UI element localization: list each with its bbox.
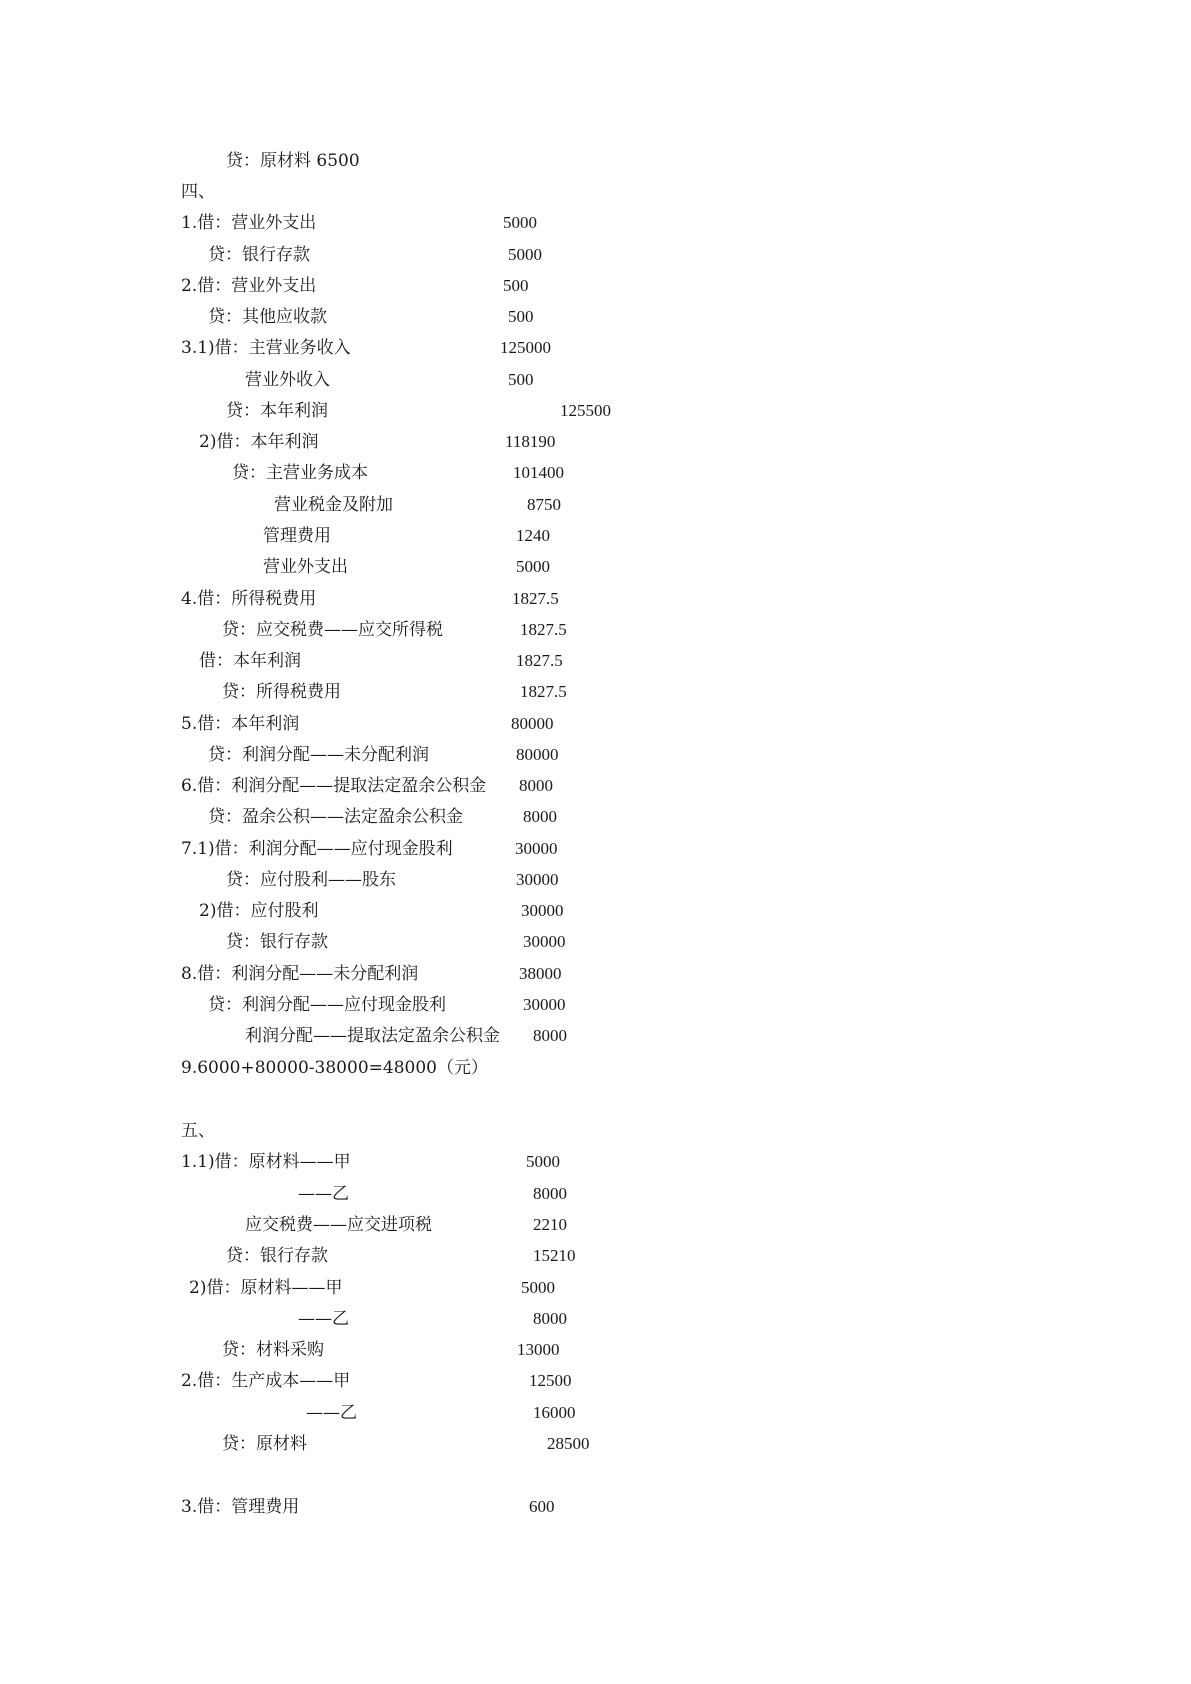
entry-label: 2.借：营业外支出 — [181, 276, 317, 296]
entry-amount: 8000 — [533, 1309, 567, 1328]
entry-label: ——乙 — [306, 1403, 357, 1423]
entry-amount: 80000 — [511, 714, 554, 733]
entry-label: 贷：原材料 — [222, 1434, 307, 1454]
entry-amount: 30000 — [523, 932, 566, 951]
entry-amount: 101400 — [513, 463, 564, 482]
entry-amount: 2210 — [533, 1215, 567, 1234]
entry-amount: 125000 — [500, 338, 551, 357]
entry-label: 营业外支出 — [263, 557, 348, 577]
entry-label: 2)借：本年利润 — [199, 432, 319, 452]
entry-amount: 5000 — [508, 245, 542, 264]
entry-label: 营业外收入 — [245, 370, 330, 390]
entry-label: 5.借：本年利润 — [181, 714, 300, 734]
entry-amount: 8750 — [527, 495, 561, 514]
entry-label: 4.借：所得税费用 — [181, 589, 317, 609]
entry-amount: 5000 — [521, 1278, 555, 1297]
entry-amount: 13000 — [517, 1340, 560, 1359]
entry-label: 1.借：营业外支出 — [181, 213, 317, 233]
entry-label: 贷：其他应收款 — [208, 307, 327, 327]
entry-amount: 80000 — [516, 745, 559, 764]
entry-amount: 8000 — [533, 1026, 567, 1045]
entry-amount: 1827.5 — [512, 589, 559, 608]
entry-amount: 38000 — [519, 964, 562, 983]
entry-amount: 5000 — [503, 213, 537, 232]
entry-amount: 5000 — [516, 557, 550, 576]
section-heading: 四、 — [181, 182, 215, 202]
entry-amount: 1240 — [516, 526, 550, 545]
entry-label: 贷：应付股利——股东 — [226, 870, 396, 890]
entry-amount: 30000 — [515, 839, 558, 858]
entry-label: 贷：银行存款 — [226, 1246, 328, 1266]
entry-amount: 600 — [529, 1497, 555, 1516]
entry-amount: 30000 — [523, 995, 566, 1014]
entry-amount: 16000 — [533, 1403, 576, 1422]
entry-amount: 8000 — [523, 807, 557, 826]
entry-amount: 500 — [508, 307, 534, 326]
entry-amount: 118190 — [505, 432, 556, 451]
entry-label: 6.借：利润分配——提取法定盈余公积金 — [181, 776, 487, 796]
entry-label: 贷：银行存款 — [226, 932, 328, 952]
entry-label: 贷：所得税费用 — [222, 682, 341, 702]
entry-amount: 30000 — [516, 870, 559, 889]
entry-amount: 15210 — [533, 1246, 576, 1265]
entry-amount: 1827.5 — [520, 620, 567, 639]
entry-label: 贷：利润分配——应付现金股利 — [208, 995, 446, 1015]
entry-label: 1.1)借：原材料——甲 — [181, 1152, 351, 1172]
entry-amount: 1827.5 — [520, 682, 567, 701]
entry-amount: 12500 — [529, 1371, 572, 1390]
entry-amount: 8000 — [533, 1184, 567, 1203]
entry-label: 贷：本年利润 — [226, 401, 328, 421]
entry-label: 应交税费——应交进项税 — [245, 1215, 432, 1235]
entry-label: 利润分配——提取法定盈余公积金 — [245, 1026, 500, 1046]
entry-amount: 28500 — [547, 1434, 590, 1453]
entry-label: 贷：盈余公积——法定盈余公积金 — [208, 807, 463, 827]
entry-label: 借：本年利润 — [199, 651, 301, 671]
entry-label: 3.1)借：主营业务收入 — [181, 338, 351, 358]
section-heading: 五、 — [181, 1121, 215, 1141]
entry-label: 营业税金及附加 — [274, 495, 393, 515]
entry-label: 贷：材料采购 — [222, 1340, 324, 1360]
entry-amount: 125500 — [560, 401, 611, 420]
entry-amount: 8000 — [519, 776, 553, 795]
entry-label: 8.借：利润分配——未分配利润 — [181, 964, 419, 984]
entry-label: 贷：主营业务成本 — [232, 463, 368, 483]
entry-label: 3.借：管理费用 — [181, 1497, 300, 1517]
entry-label: 贷：银行存款 — [208, 245, 310, 265]
entry-label: ——乙 — [298, 1309, 349, 1329]
entry-label: 贷：原材料 6500 — [226, 151, 360, 171]
entry-label: 2)借：原材料——甲 — [189, 1278, 343, 1298]
entry-amount: 500 — [508, 370, 534, 389]
entry-label: 7.1)借：利润分配——应付现金股利 — [181, 839, 453, 859]
entry-amount: 5000 — [526, 1152, 560, 1171]
entry-label: 贷：应交税费——应交所得税 — [222, 620, 443, 640]
entry-label: 9.6000+80000-38000=48000（元） — [181, 1058, 488, 1078]
entry-amount: 500 — [503, 276, 529, 295]
entry-label: 2.借：生产成本——甲 — [181, 1371, 351, 1391]
entry-label: 贷：利润分配——未分配利润 — [208, 745, 429, 765]
entry-label: 2)借：应付股利 — [199, 901, 319, 921]
entry-amount: 1827.5 — [516, 651, 563, 670]
entry-amount: 30000 — [521, 901, 564, 920]
entry-label: 管理费用 — [263, 526, 331, 546]
entry-label: ——乙 — [298, 1184, 349, 1204]
